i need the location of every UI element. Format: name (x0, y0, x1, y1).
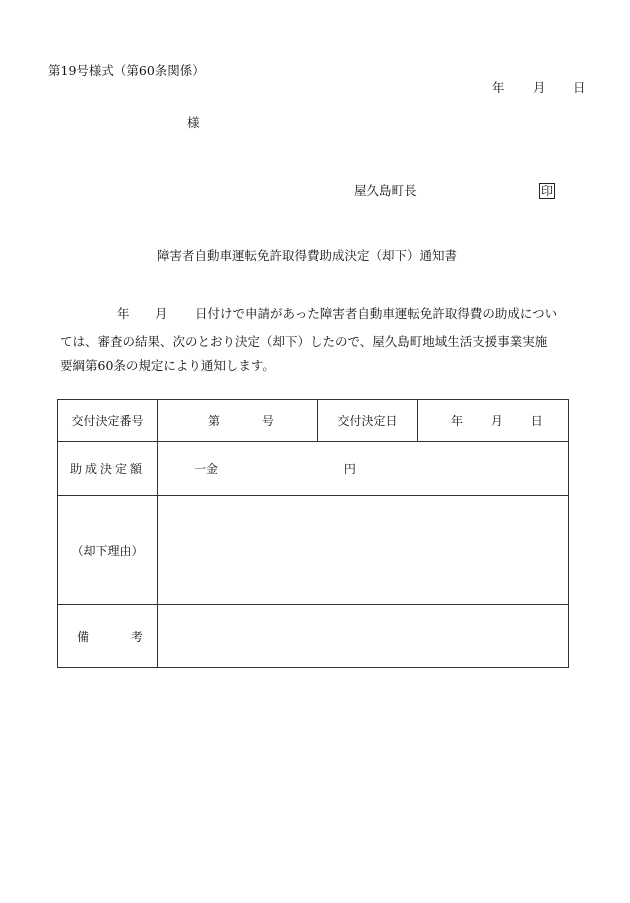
decision-table (57, 399, 569, 668)
table-row (58, 400, 569, 442)
remarks-cell (158, 605, 569, 668)
addressee-suffix: 様 (187, 115, 200, 130)
rejection-reason-label: （却下理由） (58, 496, 158, 605)
rejection-reason-cell (158, 496, 569, 605)
grant-amount-cell (158, 442, 569, 496)
table-row (58, 442, 569, 496)
body-line-1: 日付けで申請があった障害者自動車運転免許取得費の助成につい (195, 306, 558, 321)
seal-mark: 印 (541, 184, 554, 198)
date-month-label: 月 (533, 80, 546, 95)
issuer-name: 屋久島町長 (354, 183, 417, 198)
decision-date-month: 月 (490, 414, 503, 428)
date-year-label: 年 (492, 80, 505, 95)
table-row (58, 605, 569, 668)
remarks-label-2: 考 (130, 629, 143, 644)
body-month-label: 月 (155, 306, 168, 321)
decision-number-cell (158, 400, 318, 442)
form-number: 第19号様式（第60条関係） (48, 63, 205, 78)
grant-amount-unit: 円 (343, 462, 356, 476)
grant-amount-label: 助成決定額 (58, 442, 158, 496)
remarks-label-cell (58, 605, 158, 668)
decision-number-prefix: 第 (208, 414, 221, 428)
grant-amount-prefix: 一金 (194, 462, 219, 476)
table-row (58, 496, 569, 605)
body-year-label: 年 (117, 306, 130, 321)
body-line-2: ては、審査の結果、次のとおり決定（却下）したので、屋久島町地域生活支援事業実施 (60, 334, 548, 349)
remarks-label-1: 備 (77, 629, 90, 644)
decision-number-label: 交付決定番号 (58, 400, 158, 442)
decision-date-label: 交付決定日 (318, 400, 418, 442)
body-line-3: 要綱第60条の規定により通知します。 (60, 358, 275, 373)
date-day-label: 日 (573, 80, 586, 95)
decision-number-suffix: 号 (261, 414, 274, 428)
decision-date-day: 日 (530, 414, 543, 428)
document-title: 障害者自動車運転免許取得費助成決定（却下）通知書 (157, 248, 458, 263)
decision-date-cell (418, 400, 569, 442)
decision-date-year: 年 (451, 414, 464, 428)
